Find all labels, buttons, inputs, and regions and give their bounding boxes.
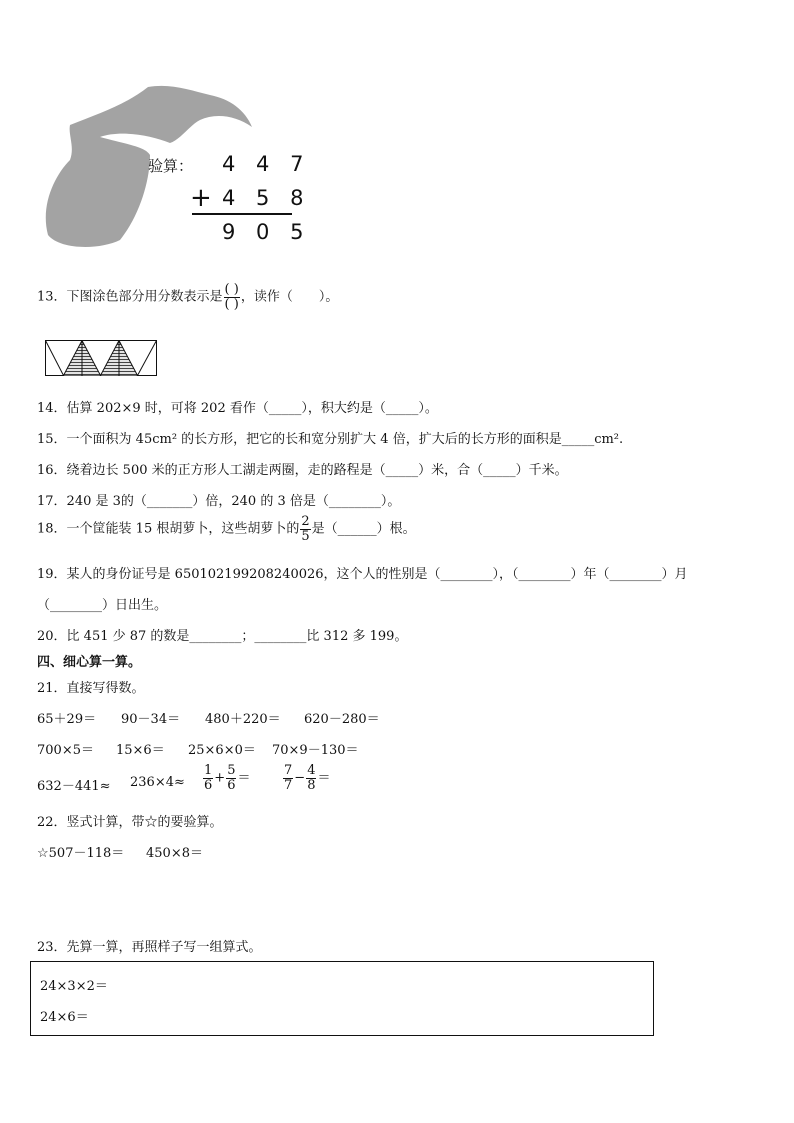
fraction (306, 764, 316, 792)
question-23-title: 23．先算一算，再照样子写一组算式。 (37, 940, 262, 955)
question-16: 16．绕着边长 500 米的正方形人工湖走两圈，走的路程是（_____）米，合（_____）千米。 (37, 463, 568, 478)
equals: ＝ (237, 770, 251, 786)
equals: ＝ (317, 770, 331, 786)
question-19-line-2: （________）日出生。 (37, 598, 168, 613)
addend-2: 4 5 8 (222, 186, 311, 210)
q21-item: 700×5＝ (37, 743, 94, 758)
q13-denominator: ( ) (224, 296, 239, 312)
sum-result: 9 0 5 (222, 220, 311, 244)
addend-1: 4 4 7 (222, 152, 311, 176)
q13-numerator: ( ) (224, 282, 239, 297)
question-18 (37, 515, 416, 543)
q21-fraction-expression-2 (282, 764, 330, 792)
q13-tail: ，读作（ ）。 (240, 289, 339, 305)
plus-sign: + (190, 183, 219, 213)
question-19-line-1: 19．某人的身份证号是 650102199208240026，这个人的性别是（________），（________）年（________）月 (37, 567, 688, 582)
q21-item: 236×4≈ (130, 775, 185, 790)
q21-item: 70×9－130＝ (272, 743, 359, 758)
section-4-title: 四、细心算一算。 (37, 655, 142, 670)
question-15: 15．一个面积为 45cm² 的长方形，把它的长和宽分别扩大 4 倍，扩大后的长方形的面积是_____cm². (37, 432, 624, 447)
q21-item: 632－441≈ (37, 779, 111, 794)
operator: − (294, 770, 306, 786)
q18-numerator: 2 (301, 514, 310, 529)
q18-fraction (300, 515, 310, 543)
denominator: 6 (227, 777, 236, 793)
q21-item: 25×6×0＝ (188, 743, 256, 758)
check-label: 验算： (148, 157, 194, 175)
q22-item: 450×8＝ (146, 846, 203, 861)
question-17: 17．240 是 3的（_______）倍，240 的 3 倍是（________）。 (37, 494, 401, 509)
q22-item: ☆507－118＝ (37, 846, 125, 861)
q21-item: 65＋29＝ (37, 712, 97, 727)
q13-fraction (224, 283, 240, 311)
question-20: 20．比 451 少 87 的数是________；________比 312 多 199。 (37, 629, 408, 644)
q13-text: 13．下图涂色部分用分数表示是 (37, 289, 223, 305)
denominator: 8 (307, 777, 316, 793)
fraction (283, 764, 293, 792)
numerator: 4 (307, 763, 316, 778)
q23-line-1: 24×3×2＝ (40, 979, 108, 994)
q21-item: 480＋220＝ (205, 712, 281, 727)
denominator: 6 (204, 777, 213, 793)
numerator: 1 (204, 763, 213, 778)
question-21-title: 21．直接写得数。 (37, 681, 145, 696)
denominator: 7 (284, 777, 293, 793)
q23-line-2: 24×6＝ (40, 1010, 89, 1025)
q18-tail: 是（______）根。 (311, 521, 416, 537)
q21-item: 620－280＝ (304, 712, 380, 727)
fraction (226, 764, 236, 792)
q21-item: 90－34＝ (121, 712, 181, 727)
question-14: 14．估算 202×9 时，可将 202 看作（_____），积大约是（_____）。 (37, 401, 438, 416)
fraction (203, 764, 213, 792)
q21-item: 15×6＝ (116, 743, 165, 758)
numerator: 5 (227, 763, 236, 778)
question-22-title: 22．竖式计算，带☆的要验算。 (37, 815, 223, 830)
q21-fraction-expression-1 (202, 764, 250, 792)
sum-line (192, 213, 292, 215)
question-13 (37, 283, 338, 311)
numerator: 7 (284, 763, 293, 778)
q23-box (30, 961, 654, 1036)
operator: + (214, 770, 226, 786)
q18-denominator: 5 (301, 528, 310, 544)
shaded-rectangle-figure (45, 340, 157, 376)
q18-text: 18．一个筐能装 15 根胡萝卜，这些胡萝卜的 (37, 521, 300, 537)
